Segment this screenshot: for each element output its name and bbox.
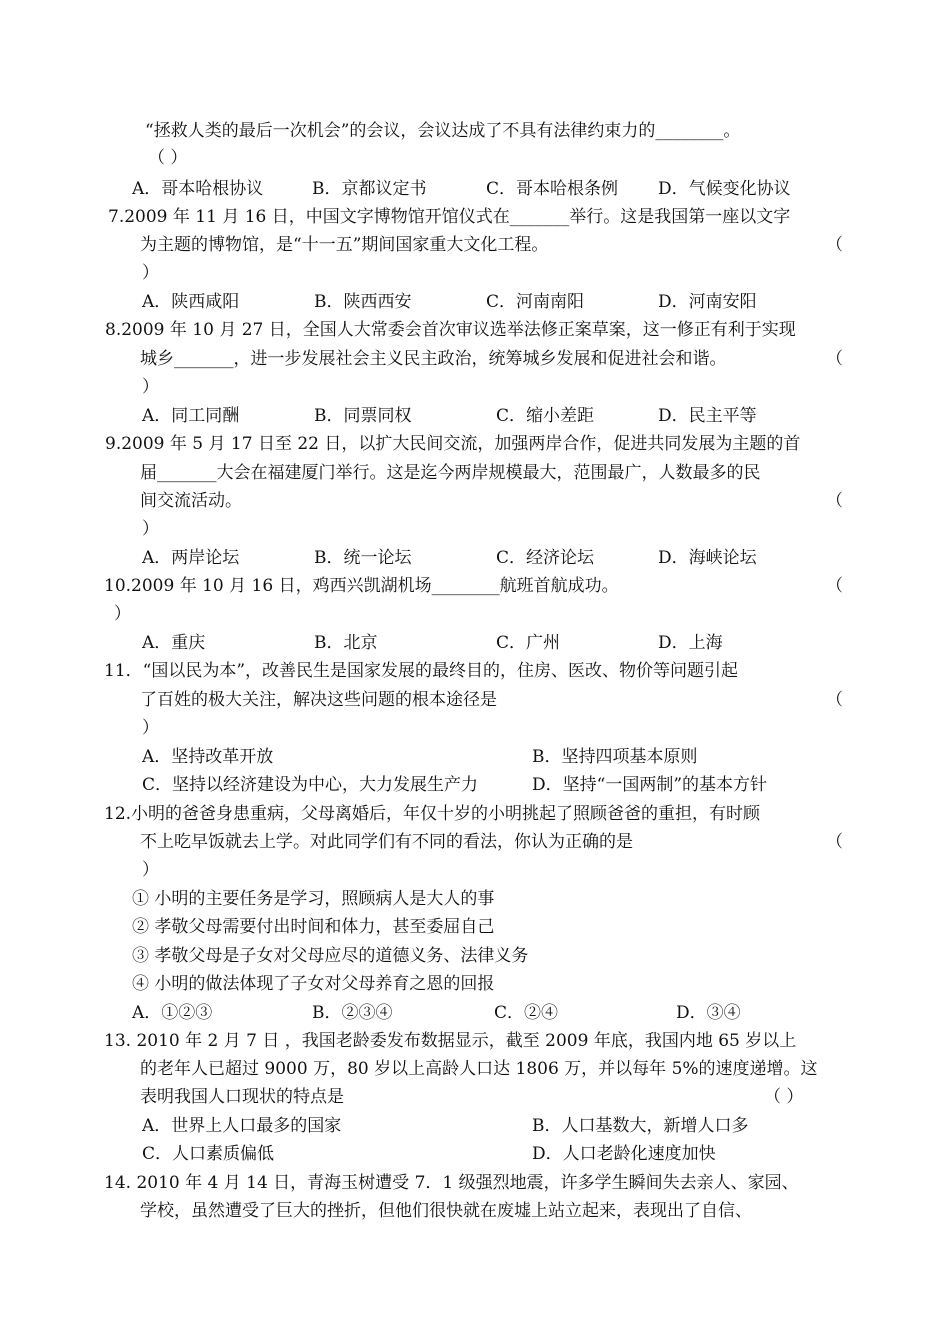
q11-stem-line2: 了百姓的极大关注，解决这些问题的根本途径是	[140, 690, 497, 710]
q12-statement-4: ④ 小明的做法体现了子女对父母养育之恩的回报	[132, 974, 495, 994]
q13-option-a[interactable]: A．世界上人口最多的国家	[142, 1116, 342, 1136]
q7-stem-line1: 7.2009 年 11 月 16 日，中国文字博物馆开馆仪式在_______举行。这是我国第一座以文字	[108, 207, 791, 227]
q6-options	[132, 178, 852, 200]
q13-stem-line2: 的老年人已超过 9000 万，80 岁以上高龄人口达 1806 万，并以每年 5%的速度递增。这	[140, 1059, 818, 1079]
q12-statement-2: ② 孝敬父母需要付出时间和体力，甚至委屈自己	[132, 917, 495, 937]
q8-stem-line1: 8.2009 年 10 月 27 日，全国人大常委会首次审议选举法修正案草案，这一修正有利于实现	[105, 320, 796, 340]
q10-paren-close: ）	[114, 604, 131, 624]
q10-option-b[interactable]: B．北京	[314, 633, 378, 653]
q8-option-c[interactable]: C．缩小差距	[496, 406, 595, 426]
q9-stem-line3: 间交流活动。	[140, 491, 242, 511]
q7-option-b[interactable]: B．陕西西安	[314, 292, 412, 312]
q11-options-row1	[142, 746, 842, 768]
q14-stem-line1: 14. 2010 年 4 月 14 日，青海玉树遭受 7．1 级强烈地震，许多学生瞬间失去亲人、家园、	[104, 1173, 799, 1193]
q13-options-row2	[142, 1143, 842, 1165]
q8-option-b[interactable]: B．同票同权	[314, 406, 412, 426]
q12-paren-open: （	[826, 832, 843, 852]
q9-option-d[interactable]: D．海峡论坛	[658, 548, 757, 568]
q12-options	[132, 1002, 852, 1024]
q7-option-d[interactable]: D．河南安阳	[658, 292, 757, 312]
q12-option-d[interactable]: D．③④	[676, 1003, 741, 1023]
q13-answer-paren: （ ）	[764, 1087, 804, 1107]
q9-option-b[interactable]: B．统一论坛	[314, 548, 412, 568]
q7-options	[142, 291, 842, 313]
q11-stem-line1: 11．“国以民为本”，改善民生是国家发展的最终目的，住房、医改、物价等问题引起	[104, 661, 739, 681]
q9-paren-close: ）	[142, 519, 159, 539]
q7-paren-close: ）	[142, 263, 159, 283]
q11-options-row2	[142, 774, 842, 796]
q12-stem-line1: 12.小明的爸爸身患重病，父母离婚后，年仅十岁的小明挑起了照顾爸爸的重担，有时顾	[104, 804, 761, 824]
q6-option-c[interactable]: C．哥本哈根条例	[486, 179, 619, 199]
q7-option-a[interactable]: A．陕西咸阳	[142, 292, 240, 312]
q10-option-d[interactable]: D．上海	[658, 633, 723, 653]
q12-stem-line2: 不上吃早饭就去上学。对此同学们有不同的看法，你认为正确的是	[140, 832, 633, 852]
q8-options	[142, 405, 842, 427]
q7-paren-open: （	[826, 235, 843, 255]
q11-option-b[interactable]: B．坚持四项基本原则	[532, 747, 698, 767]
q13-stem-line1: 13. 2010 年 2 月 7 日 ，我国老龄委发布数据显示，截至 2009 年底，我国内地 65 岁以上	[104, 1031, 797, 1051]
q11-option-a[interactable]: A．坚持改革开放	[142, 747, 274, 767]
q8-paren-close: ）	[142, 377, 159, 397]
q9-option-a[interactable]: A．两岸论坛	[142, 548, 240, 568]
q8-option-a[interactable]: A．同工同酬	[142, 406, 240, 426]
q7-option-c[interactable]: C．河南南阳	[486, 292, 585, 312]
q10-options	[142, 632, 842, 654]
q14-stem-line2: 学校，虽然遭受了巨大的挫折，但他们很快就在废墟上站立起来，表现出了自信、	[140, 1201, 752, 1221]
q11-option-c[interactable]: C．坚持以经济建设为中心，大力发展生产力	[142, 775, 479, 795]
q8-option-d[interactable]: D．民主平等	[658, 406, 757, 426]
q6-answer-paren: （ ）	[148, 148, 188, 168]
q13-option-c[interactable]: C．人口素质偏低	[142, 1144, 275, 1164]
q13-stem-line3: 表明我国人口现状的特点是	[140, 1087, 344, 1107]
q12-option-c[interactable]: C．②④	[494, 1003, 559, 1023]
q6-stem-line: “拯救人类的最后一次机会”的会议，会议达成了不具有法律约束力的________。	[145, 121, 741, 141]
q10-stem-line: 10.2009 年 10 月 16 日，鸡西兴凯湖机场________航班首航成功。	[104, 576, 619, 596]
q9-option-c[interactable]: C．经济论坛	[496, 548, 595, 568]
q11-option-d[interactable]: D．坚持“一国两制”的基本方针	[532, 775, 768, 795]
q10-option-a[interactable]: A．重庆	[142, 633, 206, 653]
q7-stem-line2: 为主题的博物馆，是“十一五”期间国家重大文化工程。	[140, 235, 549, 255]
q8-stem-line2: 城乡_______，进一步发展社会主义民主政治，统筹城乡发展和促进社会和谐。	[140, 349, 727, 369]
q12-statement-1: ① 小明的主要任务是学习，照顾病人是大人的事	[132, 889, 495, 909]
q6-option-d[interactable]: D．气候变化协议	[658, 179, 791, 199]
q11-paren-close: ）	[142, 718, 159, 738]
q12-option-a[interactable]: A．①②③	[132, 1003, 213, 1023]
q9-paren-open: （	[826, 491, 843, 511]
q12-statement-3: ③ 孝敬父母是子女对父母应尽的道德义务、法律义务	[132, 946, 529, 966]
q6-option-a[interactable]: A．哥本哈根协议	[132, 179, 264, 199]
q13-options-row1	[142, 1115, 842, 1137]
q9-options	[142, 547, 842, 569]
q9-stem-line2: 届_______大会在福建厦门举行。这是迄今两岸规模最大，范围最广，人数最多的民	[140, 463, 761, 483]
q12-option-b[interactable]: B．②③④	[312, 1003, 393, 1023]
q13-option-b[interactable]: B．人口基数大，新增人口多	[532, 1116, 749, 1136]
q10-paren-open: （	[826, 576, 843, 596]
q13-option-d[interactable]: D．人口老龄化速度加快	[532, 1144, 716, 1164]
q6-option-b[interactable]: B．京都议定书	[312, 179, 427, 199]
q10-option-c[interactable]: C．广州	[496, 633, 561, 653]
q12-paren-close: ）	[142, 860, 159, 880]
q8-paren-open: （	[826, 349, 843, 369]
q11-paren-open: （	[826, 690, 843, 710]
q9-stem-line1: 9.2009 年 5 月 17 日至 22 日，以扩大民间交流，加强两岸合作，促进共同发展为主题的首	[105, 434, 801, 454]
